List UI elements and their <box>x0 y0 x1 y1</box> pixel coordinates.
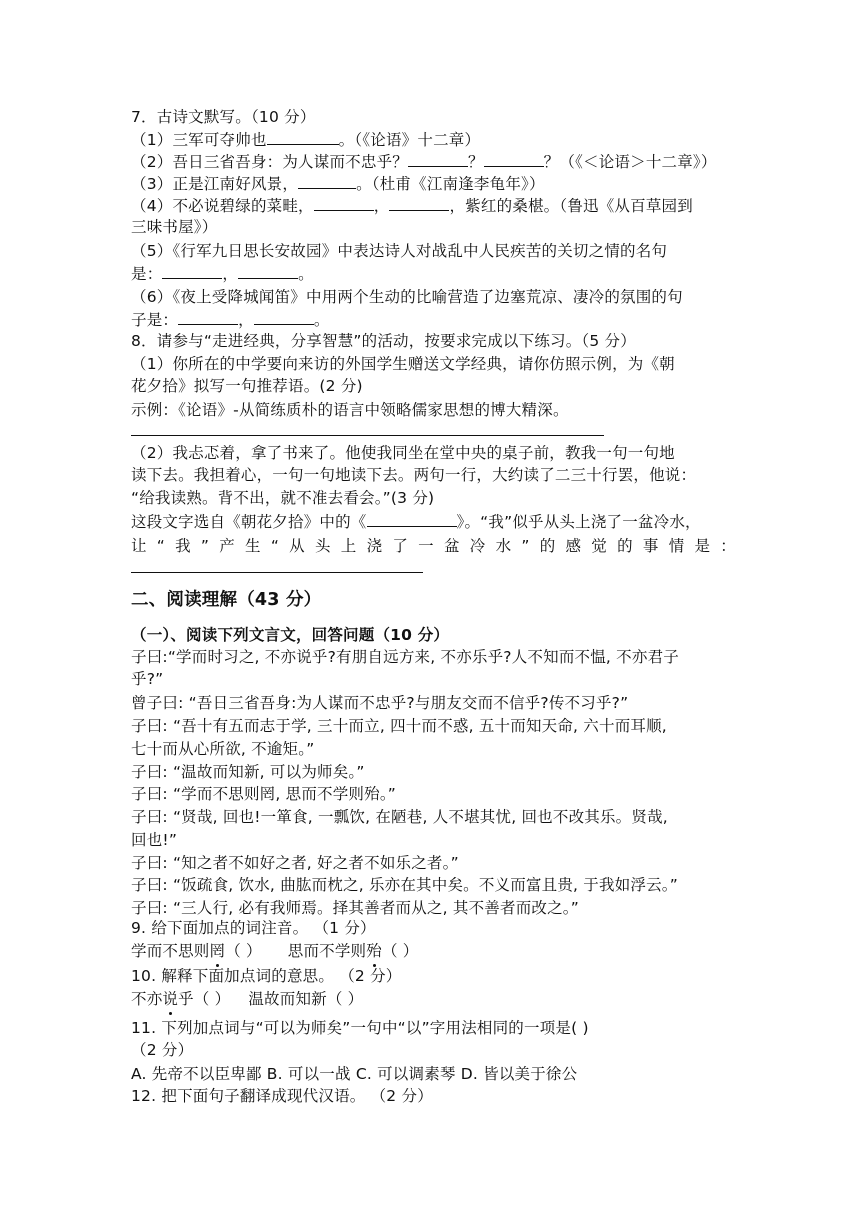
text-line-7: 子曰: “学而不思则罔, 思而不学则殆。” <box>131 785 397 803</box>
text-line-4: 子曰: “吾十有五而志于学, 三十而立, 四十而不惑, 五十而知天命, 六十而耳顺, <box>131 717 667 735</box>
q7-1-source: 。（《论语》十二章） <box>338 131 481 149</box>
q7-5-blank-1[interactable] <box>162 262 222 279</box>
text-line-5: 七十而从心所欲, 不逾矩。” <box>131 740 315 758</box>
q7-6-blank-2[interactable] <box>254 308 314 325</box>
q7-line-4 <box>131 194 736 217</box>
text-line-8: 子曰: “贤哉, 回也!一箪食, 一瓢饮, 在陋巷, 人不堪其忧, 回也不改其乐。贤哉, <box>131 808 668 826</box>
q7-5-end: 。 <box>298 265 314 283</box>
text-line-12: 子曰: “三人行, 必有我师焉。择其善者而从之, 其不善者而改之。” <box>131 899 579 917</box>
text-line-11: 子曰: “饭疏食, 饮水, 曲肱而枕之, 乐亦在其中矣。不义而富且贵, 于我如浮云。” <box>131 876 678 894</box>
text-line-9: 回也!” <box>131 831 178 849</box>
q8-part1-line2: 花夕拾》拟写一句推荐语。(2 分) <box>131 377 363 395</box>
q7-3-blank[interactable] <box>298 172 356 189</box>
section2-title: 二、阅读理解（43 分） <box>131 590 322 610</box>
q11-score: （2 分） <box>131 1041 194 1059</box>
q7-1-blank[interactable] <box>267 128 339 145</box>
q7-5-sep: ， <box>222 265 239 283</box>
text-line-2: 乎?” <box>131 670 164 688</box>
q7-2-text: （2）吾日三省吾身：为人谋而不忠乎？ <box>131 153 408 171</box>
q12-title: 12. 把下面句子翻译成现代汉语。 （2 分） <box>131 1087 433 1105</box>
q9-item-1-blank[interactable]: （ ） <box>225 942 262 960</box>
q10-item-2[interactable]: 温故而知新（ ） <box>248 990 364 1008</box>
q7-line-1 <box>131 128 736 151</box>
q7-4-source: ，紫红的桑椹。（鲁迅《从百草园到 <box>449 197 693 215</box>
text-line-3: 曾子曰: “吾日三省吾身:为人谋而不忠乎?与朋友交而不信乎?传不习乎?” <box>131 694 629 712</box>
q7-5-blank-2[interactable] <box>238 262 298 279</box>
q9-item-1-text: 学而不思则 <box>131 942 210 960</box>
q7-6-sep: ， <box>238 311 254 329</box>
q9-title: 9. 给下面加点的词注音。 （1 分） <box>131 919 376 937</box>
q8-source-blank[interactable] <box>367 510 457 527</box>
q7-1-text: （1）三军可夺帅也 <box>131 131 267 149</box>
q7-4-blank-2[interactable] <box>389 194 449 211</box>
q9-item-2-blank[interactable]: （ ） <box>381 942 419 960</box>
q7-3-text: （3）正是江南好风景， <box>131 175 299 193</box>
q8-answer-line-2[interactable] <box>131 572 423 573</box>
q11-options[interactable]: A. 先帝不以臣卑鄙 B. 可以一战 C. 可以调素琴 D. 皆以美于徐公 <box>131 1065 578 1083</box>
text-line-6: 子曰: “温故而知新, 可以为师矣。” <box>131 763 365 781</box>
q7-2-blank-2[interactable] <box>484 150 544 167</box>
q9-item-1-dotted: 罔 <box>209 942 226 960</box>
q7-line-3 <box>131 172 736 195</box>
q7-6-lead: 子是： <box>131 311 179 329</box>
q7-2-sep: ？ <box>467 153 484 171</box>
q7-4-text: （4）不必说碧绿的菜畦， <box>131 197 314 215</box>
q8-source-rest: 》。“我”似乎从头上浇了一盆冷水， <box>456 513 701 531</box>
q7-6-text: （6）《夜上受降城闻笛》中用两个生动的比喻营造了边塞荒凉、凄冷的氛围的句 <box>131 288 683 306</box>
q7-line-6b <box>131 308 736 331</box>
q10-answers <box>131 988 736 1010</box>
text-line-1: 子曰:“学而时习之, 不亦说乎?有朋自远方来, 不亦乐乎?人不知而不愠, 不亦君子 <box>131 648 679 666</box>
q9-item-2-dotted: 殆 <box>366 942 382 960</box>
q9-answers <box>131 940 736 962</box>
q7-5-text: （5）《行军九日思长安故园》中表达诗人对战乱中人民疾苦的关切之情的名句 <box>131 242 668 260</box>
q7-2-source: ？（《＜论语＞十二章》） <box>543 153 717 171</box>
section2-sub1: （一）、阅读下列文言文，回答问题（10 分） <box>131 626 450 644</box>
q8-part2-line3: “给我读熟。背不出，就不准去看会。”(3 分) <box>131 489 435 507</box>
q8-part2-line1: （2）我忐忑着，拿了书来了。他使我同坐在堂中央的桌子前，教我一句一句地 <box>131 444 675 462</box>
q11-title: 11. 下列加点词与“可以为师矣”一句中“以”字用法相同的一项是( ) <box>131 1019 589 1037</box>
q7-5-lead: 是： <box>131 265 163 283</box>
q7-4-continued: 三味书屋》） <box>131 218 218 236</box>
q8-source-text: 这段文字选自《朝花夕拾》中的《 <box>131 513 367 531</box>
q8-example: 示例：《论语》-从简练质朴的语言中领略儒家思想的博大精深。 <box>131 401 569 419</box>
q10-item-1-text: 不亦 <box>131 990 163 1008</box>
q8-title: 8．请参与“走进经典，分享智慧”的活动，按要求完成以下练习。（5 分） <box>131 332 636 350</box>
q8-part2-line4 <box>131 510 736 533</box>
q7-6-blank-1[interactable] <box>178 308 238 325</box>
q8-part2-line5: 让“我”产生“从头上浇了一盆冷水”的感觉的事情是： <box>131 537 736 555</box>
q7-line-5b <box>131 262 736 285</box>
q8-part1-line1: （1）你所在的中学要向来访的外国学生赠送文学经典，请你仿照示例，为《朝 <box>131 355 675 373</box>
q9-item-2-text: 思而不学则 <box>287 942 367 960</box>
q7-2-blank-1[interactable] <box>408 150 468 167</box>
q7-3-source: 。（杜甫《江南逢李龟年》） <box>356 175 545 193</box>
q7-6-end: 。 <box>313 311 330 329</box>
text-line-10: 子曰: “知之者不如好之者, 好之者不如乐之者。” <box>131 854 459 872</box>
q7-title: 7．古诗文默写。（10 分） <box>131 108 316 126</box>
q8-part2-line2: 读下去。我担着心，一句一句地读下去。两句一行，大约读了二三十行罢，他说： <box>131 466 697 484</box>
q7-4-blank-1[interactable] <box>314 194 374 211</box>
q10-item-1-blank[interactable]: 乎（ ） <box>178 990 231 1008</box>
q10-item-1-dotted: 说 <box>162 990 179 1008</box>
q7-line-2 <box>131 150 736 173</box>
q8-answer-line-1[interactable] <box>131 435 604 436</box>
q7-4-sep: ， <box>373 197 390 215</box>
q10-title: 10. 解释下面加点词的意思。 （2 分） <box>131 967 402 985</box>
